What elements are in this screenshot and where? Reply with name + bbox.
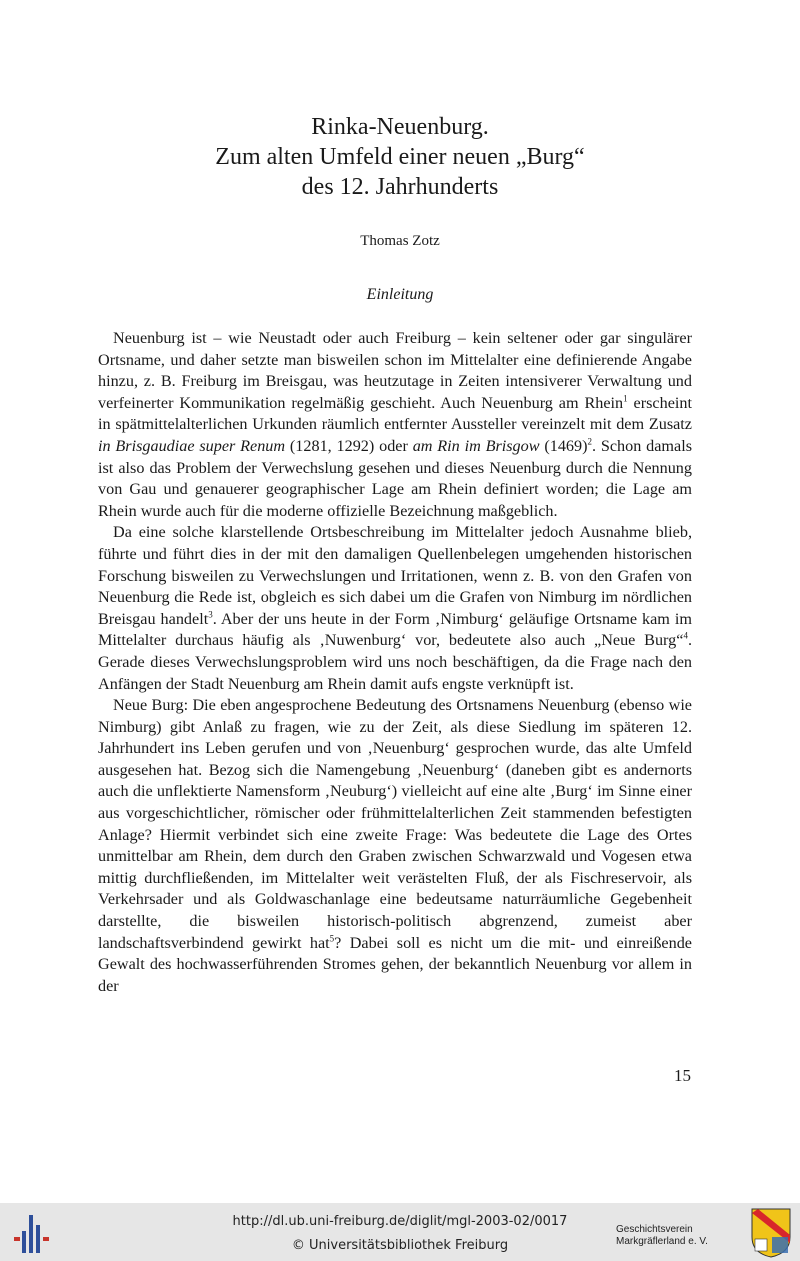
text-run: erscheint in spätmittelalterlichen Urkunden räumlich entfernter Aussteller vereinzelt mit dem Zusatz (98, 393, 692, 434)
footer-copyright: © Universitätsbibliothek Freiburg (291, 1238, 509, 1253)
page-title (0, 112, 800, 202)
paragraph-1 (98, 328, 692, 522)
footnote-ref[interactable]: 1 (623, 393, 628, 404)
text-run: . Gerade dieses Verwechslungsproblem wird uns noch beschäftigen, da die Frage nach den Anfängen der Stadt Neuenburg am Rhein damit aufs engste verknüpft ist. (98, 631, 692, 693)
author: Thomas Zotz (360, 233, 440, 249)
italic-run: am Rin im Brisgow (412, 436, 540, 455)
body-text (98, 328, 692, 997)
title-line-1: Rinka-Neuenburg. (311, 114, 489, 140)
society-name-line-1: Geschichtsverein (616, 1224, 693, 1235)
paragraph-3 (98, 695, 692, 997)
footnote-ref[interactable]: 4 (683, 630, 688, 641)
text-run: Da eine solche klarstellende Ortsbeschreibung im Mittelalter jedoch Ausnahme blieb, führte und führt dies in der mit den damaligen Quellenbelegen umgehenden historischen Forschung bisweilen zu Verwechslungen und Irritationen, wenn z. B. von den Grafen von Neuenburg die Rede ist, obgleich es sich dabei um die Grafen von Nimburg im nördlichen Breisgau handelt (98, 523, 692, 628)
footer-url-link[interactable]: http://dl.ub.uni-freiburg.de/diglit/mgl-2003-02/0017 (232, 1214, 568, 1229)
text-run: (1469) (539, 436, 588, 455)
paragraph-2 (98, 522, 692, 695)
society-name (616, 1224, 708, 1248)
footnote-ref[interactable]: 3 (208, 609, 213, 620)
text-run: . Aber der uns heute in der Form ‚Nimburg‘ geläufige Ortsname kam im Mittelalter durchaus häufig als ‚Nuwenburg‘ vor, bedeutete also auch „Neue Burg“ (98, 609, 692, 650)
text-run: ? Dabei soll es nicht um die mit- und einreißende Gewalt des hochwasserführenden Stromes gehen, der bekanntlich Neuenburg vor allem in der (98, 933, 692, 995)
society-name-line-2: Markgräflerland e. V. (616, 1236, 708, 1247)
text-run: . Schon damals ist also das Problem der Verwechslung gesehen und dieses Neuenburg durch die Nennung von Gau und genauerer geographischer Lage am Rhein definiert worden; die Lage am Rhein wurde auch für die moderne offizielle Bezeichnung maßgeblich. (98, 436, 693, 520)
coat-of-arms-icon[interactable] (750, 1207, 792, 1259)
footer-bar (0, 1203, 800, 1261)
title-line-2: Zum alten Umfeld einer neuen „Burg“ (215, 144, 585, 170)
section-heading: Einleitung (366, 286, 434, 303)
text-run: (1281, 1292) oder (285, 436, 413, 455)
footnote-ref[interactable]: 2 (587, 436, 593, 447)
page-number: 15 (674, 1066, 691, 1085)
footnote-ref[interactable]: 5 (329, 933, 335, 944)
title-line-3: des 12. Jahrhunderts (301, 174, 499, 200)
italic-run: in Brisgaudiae super Renum (98, 436, 286, 455)
text-run: Neuenburg ist – wie Neustadt oder auch Freiburg – kein seltener oder gar singulärer Ortsname, und daher setzte man bisweilen schon im Mittelalter eine definierende Angabe hinzu, z. B. Freiburg im Breisgau, was heutzutage in Zeiten intensiverer Verwaltung und verfeinerter Kommunikation regelmäßig geschieht. Auch Neuenburg am Rhein (98, 329, 692, 412)
text-run: Neue Burg: Die eben angesprochene Bedeutung des Ortsnamens Neuenburg (ebenso wie Nimburg) gibt Anlaß zu fragen, wie zu der Zeit, als diese Siedlung im späteren 12. Jahrhundert ins Leben gerufen und von ‚Neuenburg‘ gesprochen wurde, das alte Umfeld ausgesehen hat. Bezog sich die Namengebung ‚Neuenburg‘ (daneben gibt es andernorts auch die unflektierte Namensform ‚Neuburg‘) vielleicht auf eine alte ‚Burg‘ im Sinne einer aus vorgeschichtlicher, römischer oder frühmittelalterlichen Zeit stammenden befestigten Anlage? Hiermit verbindet sich eine zweite Frage: Was bedeutete die Lage des Ortes unmittelbar am Rhein, dem durch den Graben zwischen Schwarzwald und Vogesen etwa mittig durchfließenden, im Mittelalter weit verästelten Fluß, der als Fischreservoir, als Verkehrsader und als Goldwaschanlage eine bedeutsame naturräumliche Gegebenheit darstellte, die bisweilen historisch-politisch abgrenzend, zumeist aber landschaftsverbindend gewirkt hat (98, 696, 692, 952)
